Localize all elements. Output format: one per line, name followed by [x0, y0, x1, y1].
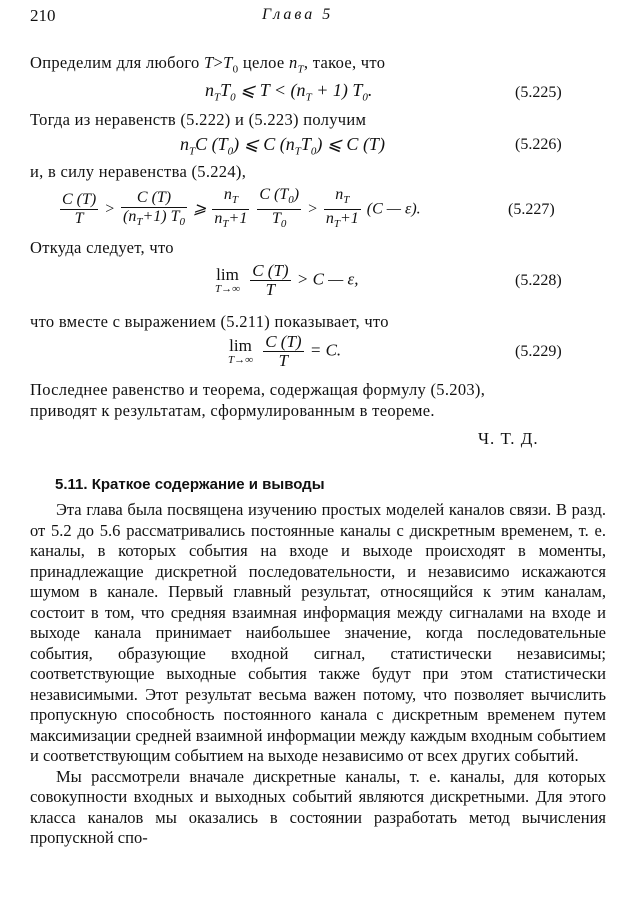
text-line-4: Откуда следует, что — [30, 238, 174, 257]
fraction: $\frac{C (T)}{T}$ — [252, 261, 289, 299]
equation-5-228: lim T→∞ $\frac{C (T)}{T}$ > C — ε, — [215, 261, 359, 299]
equation-5-227: $\frac{C (T)}{T}$ > $\frac{C (T)}{(n_T+1) T_0}$ ⩾ $\frac{n_T}{n_T+1}$ $\frac{C (T_0)}{T_0}$ > $\frac{n_T}{n_T+1}$ (C — ε). — [58, 186, 421, 233]
text-line-3: и, в силу неравенства (5.224), — [30, 162, 247, 181]
equation-tag-5-227: (5.227) — [508, 201, 555, 218]
section-heading: 5.11. Краткое содержание и выводы — [55, 476, 325, 493]
equation-tag-5-228: (5.228) — [515, 272, 562, 289]
text-line-5: что вместе с выражением (5.211) показывает, что — [30, 312, 389, 331]
fraction: $\frac{C (T)}{(n_T+1) T_0}$ — [123, 188, 186, 228]
fraction: $\frac{C (T)}{T}$ — [265, 332, 302, 370]
fraction: $\frac{C (T_0)}{T_0}$ — [259, 186, 300, 231]
fraction: $\frac{n_T}{n_T+1}$ — [214, 186, 248, 231]
equation-5-225: $n_TT_0$ ⩽ $T < (n_T + 1)$ $T_0$. — [205, 80, 373, 104]
equation-tag-5-225: (5.225) — [515, 84, 562, 101]
qed-mark: Ч. Т. Д. — [478, 429, 539, 448]
equation-tag-5-229: (5.229) — [515, 343, 562, 360]
equation-5-226: $n_TC$ $(T_0)$ ⩽ C $(n_TT_0)$ ⩽ C (T) — [180, 134, 385, 158]
fraction: $\frac{C (T)}{T}$ — [62, 191, 97, 228]
summary-text — [30, 500, 606, 849]
text-line-6: Последнее равенство и теорема, содержащая формулу (5.203), — [30, 380, 486, 399]
limit-operator: lim T→∞ — [228, 335, 253, 366]
equation-tag-5-226: (5.226) — [515, 136, 562, 153]
text-line-1: Определим для любого $T>T_0$ целое $n_T$, такое, что — [30, 53, 386, 76]
paragraph: Эта глава была посвящена изучению простых моделей каналов связи. В разд. от 5.2 до 5.6 рассматривались постоянные каналы с дискретным временем, т. е. каналы, в которых события на входе и выходе происходят в моменты, принадлежащие дискретной последовательности, и независимо искажаются шумом в канале. Первый главный результат, относящийся к этим каналам, состоит в том, что средняя взаимная информация между сигналами на входе и выходе канала принимает наибольшее значение, когда последовательные события, образующие входной сигнал, статистически независимы; соответствующие выходные события также будут при этом статистически независимыми. Этот результат весьма важен потому, что позволяет вычислить пропускную способность постоянного канала с дискретным временем путем максимизации средней взаимной информации между каждым входным событием и соответствующим событием на выходе независимо от всех других событий. — [30, 500, 606, 765]
equation-5-229: lim T→∞ $\frac{C (T)}{T}$ = C. — [228, 332, 342, 370]
paragraph: Мы рассмотрели вначале дискретные каналы, т. е. каналы, для которых совокупности входных и выходных событий являются дискретными. Для этого класса каналов мы оказались в состоянии разработать метод вычисления пропускной спо- — [30, 766, 606, 847]
page-number: 210 — [30, 6, 56, 25]
fraction: $\frac{n_T}{n_T+1}$ — [325, 186, 359, 231]
text-line-7: приводят к результатам, сформулированным в теореме. — [30, 401, 435, 420]
text-line-2: Тогда из неравенств (5.222) и (5.223) получим — [30, 110, 367, 129]
running-title: Глава 5 — [262, 6, 334, 23]
limit-operator: lim T→∞ — [215, 264, 240, 295]
